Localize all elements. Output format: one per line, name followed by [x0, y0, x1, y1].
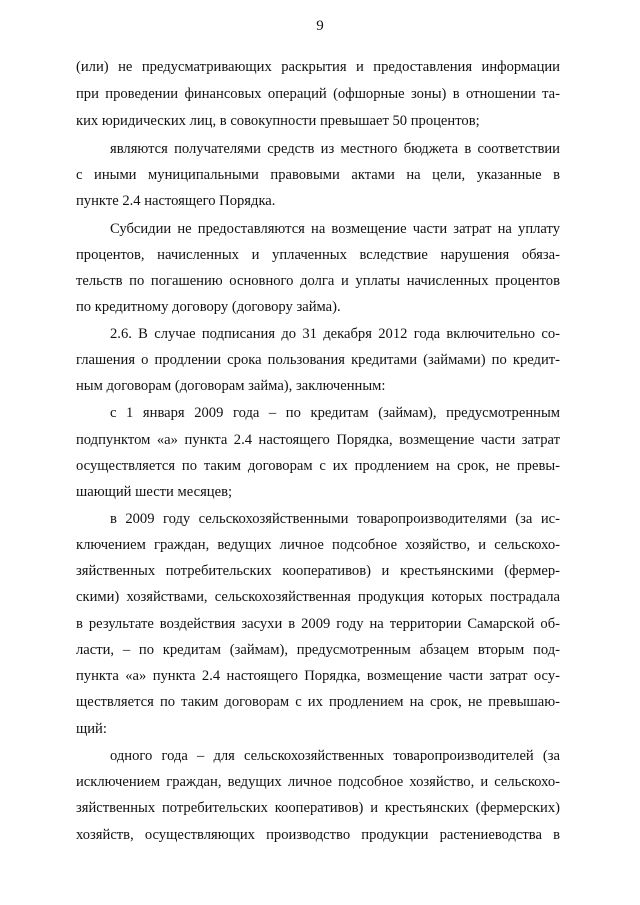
text-line: тельств по погашению основного долга и уплаты начисленных процентов [76, 273, 560, 289]
text-line: ких юридических лиц, в совокупности превышает 50 процентов; [76, 113, 480, 129]
text-line: хозяйств, осуществляющих производство продукции растениеводства в [76, 827, 560, 843]
text-line: (или) не предусматривающих раскрытия и предоставления информации [76, 59, 560, 75]
text-line: 2.6. В случае подписания до 31 декабря 2012 года включительно со- [110, 326, 560, 342]
text-line: пункта «а» пункта 2.4 настоящего Порядка, возмещение части затрат осу- [76, 668, 560, 684]
text-line: осуществляется по таким договорам с их продлением на срок, не превы- [76, 458, 560, 474]
text-line: ным договорам (договорам займа), заключенным: [76, 378, 386, 394]
text-line: при проведении финансовых операций (офшорные зоны) в отношении та- [76, 86, 560, 102]
text-line: ключением граждан, ведущих личное подсобное хозяйство, и сельскохо- [76, 537, 560, 553]
text-line: в результате воздействия засухи в 2009 году на территории Самарской об- [76, 616, 560, 632]
text-line: пункте 2.4 настоящего Порядка. [76, 193, 276, 209]
text-line: подпунктом «а» пункта 2.4 настоящего Порядка, возмещение части затрат [76, 432, 560, 448]
text-line: исключением граждан, ведущих личное подсобное хозяйство, и сельскохо- [76, 774, 560, 790]
text-line: с 1 января 2009 года – по кредитам (займам), предусмотренным [110, 405, 560, 421]
text-line: по кредитному договору (договору займа). [76, 299, 341, 315]
text-line: шающий шести месяцев; [76, 484, 233, 500]
text-line: ществляется по таким договорам с их продлением на срок, не превышаю- [76, 694, 560, 710]
text-line: ласти, – по кредитам (займам), предусмотренным абзацем вторым под- [76, 642, 560, 658]
text-line: с иными муниципальными правовыми актами на цели, указанные в [76, 167, 560, 183]
text-line: скими) хозяйствами, сельскохозяйственная продукция которых пострадала [76, 589, 560, 605]
text-line: в 2009 году сельскохозяйственными товаропроизводителями (за ис- [110, 511, 560, 527]
text-line: глашения о продлении срока пользования кредитами (займами) по кредит- [76, 352, 560, 368]
text-line: являются получателями средств из местного бюджета в соответствии [110, 141, 560, 157]
text-line: щий: [76, 721, 107, 737]
text-line: Субсидии не предоставляются на возмещение части затрат на уплату [110, 221, 560, 237]
text-line: зяйственных потребительских кооперативов) и крестьянскими (фермер- [76, 563, 560, 579]
text-line: одного года – для сельскохозяйственных товаропроизводителей (за [110, 748, 560, 764]
text-line: зяйственных потребительских кооперативов) и крестьянских (фермерских) [76, 800, 560, 816]
page-number: 9 [316, 18, 324, 34]
text-line: процентов, начисленных и уплаченных вследствие нарушения обяза- [76, 247, 560, 263]
